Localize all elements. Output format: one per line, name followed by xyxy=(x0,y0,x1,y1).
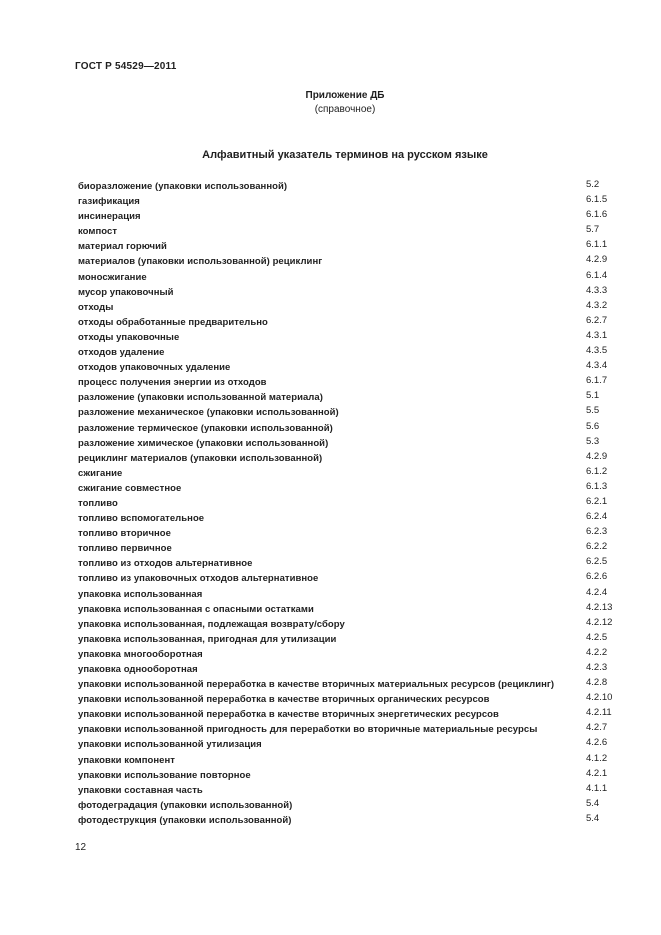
index-term: рециклинг материалов (упаковки использованной) xyxy=(78,452,323,464)
index-ref: 6.2.1 xyxy=(586,495,608,507)
index-ref: 6.2.3 xyxy=(586,526,608,538)
annex-type: (справочное) xyxy=(314,104,376,115)
index-row xyxy=(78,268,612,283)
index-ref: 6.1.4 xyxy=(586,269,608,281)
index-term: упаковка использованная, пригодная для утилизации xyxy=(78,633,337,645)
index-row xyxy=(78,630,612,645)
index-term: моносжигание xyxy=(78,271,147,283)
index-ref: 6.2.6 xyxy=(586,571,608,583)
page-number: 12 xyxy=(75,842,87,853)
index-term: газификация xyxy=(78,196,140,208)
index-ref: 4.1.2 xyxy=(586,752,608,764)
index-ref: 5.2 xyxy=(586,179,600,190)
index-row xyxy=(78,766,612,781)
index-ref: 4.3.5 xyxy=(586,345,608,357)
index-ref: 6.2.5 xyxy=(586,556,608,568)
index-ref: 4.3.2 xyxy=(586,299,608,311)
index-term: упаковки компонент xyxy=(78,754,175,766)
index-term: сжигание совместное xyxy=(78,482,182,494)
index-row xyxy=(78,388,612,403)
index-ref: 5.4 xyxy=(586,812,600,824)
index-term: упаковка использованная xyxy=(78,588,203,600)
index-term: сжигание xyxy=(78,467,123,479)
index-term: биоразложение (упаковки использованной) xyxy=(78,181,288,192)
index-term: топливо вторичное xyxy=(78,528,171,540)
index-term: мусор упаковочный xyxy=(78,286,174,298)
index-row xyxy=(78,237,612,252)
index-term: топливо из отходов альтернативное xyxy=(78,558,253,570)
index-row xyxy=(78,373,612,388)
index-ref: 5.4 xyxy=(586,797,600,809)
index-row xyxy=(78,207,612,222)
index-ref: 4.2.8 xyxy=(586,677,608,689)
index-term: разложение (упаковки использованной материала) xyxy=(78,392,323,404)
index-ref: 4.2.6 xyxy=(586,737,608,749)
index-row xyxy=(78,479,612,494)
index-ref: 6.1.3 xyxy=(586,480,608,492)
index-term: упаковки использование повторное xyxy=(78,769,251,781)
index-ref: 4.2.2 xyxy=(586,646,608,658)
index-ref: 6.2.7 xyxy=(586,314,608,326)
index-term: упаковки использованной утилизация xyxy=(78,739,262,751)
index-row xyxy=(78,192,612,207)
index-row xyxy=(78,434,612,449)
index-ref: 4.3.4 xyxy=(586,360,608,372)
index-row xyxy=(78,509,612,524)
index-ref: 6.1.7 xyxy=(586,375,608,387)
index-row xyxy=(78,585,612,600)
page-title: Алфавитный указатель терминов на русском языке xyxy=(202,149,488,161)
index-row xyxy=(78,252,612,267)
index-row xyxy=(78,464,612,479)
index-ref: 6.1.6 xyxy=(586,209,608,221)
index-ref: 4.2.10 xyxy=(586,692,613,704)
index-row xyxy=(78,615,612,630)
index-ref: 4.2.12 xyxy=(586,616,613,628)
index-row xyxy=(78,751,612,766)
index-term: упаковка использованная с опасными остатками xyxy=(78,603,314,615)
index-row xyxy=(78,796,612,811)
index-ref: 6.2.4 xyxy=(586,511,608,523)
index-ref: 4.3.3 xyxy=(586,284,608,296)
index-ref: 4.2.9 xyxy=(586,450,608,462)
index-term: упаковки использованной переработка в качестве вторичных материальных ресурсов (рециклинг) xyxy=(78,679,555,691)
index-ref: 5.6 xyxy=(586,420,600,432)
index-ref: 6.1.5 xyxy=(586,194,608,206)
index-term: упаковка однооборотная xyxy=(78,664,198,675)
index-term: разложение химическое (упаковки использованной) xyxy=(78,437,329,449)
index-row xyxy=(78,554,612,569)
index-term: материал горючий xyxy=(78,241,167,253)
index-ref: 4.2.5 xyxy=(586,631,608,643)
index-ref: 4.2.9 xyxy=(586,254,608,266)
index-row xyxy=(78,313,612,328)
index-ref: 4.2.11 xyxy=(586,707,612,719)
index-ref: 4.2.13 xyxy=(586,601,613,613)
index-term: топливо первичное xyxy=(78,543,172,555)
index-row xyxy=(78,781,612,796)
index-term: компост xyxy=(78,226,118,238)
document-standard-number: ГОСТ Р 54529—2011 xyxy=(75,61,177,72)
index-term: отходов упаковочных удаление xyxy=(78,362,231,374)
index-term: процесс получения энергии из отходов xyxy=(78,377,267,389)
index-row xyxy=(78,419,612,434)
index-term: отходов удаление xyxy=(78,347,165,359)
index-row xyxy=(78,705,612,720)
index-row xyxy=(78,328,612,343)
index-term: упаковки составная часть xyxy=(78,784,203,796)
index-row xyxy=(78,600,612,615)
index-row xyxy=(78,222,612,237)
index-term: инсинерация xyxy=(78,211,141,223)
index-ref: 5.7 xyxy=(586,224,600,236)
index-row xyxy=(78,660,612,675)
index-ref: 5.5 xyxy=(586,405,600,417)
index-term: топливо из упаковочных отходов альтернативное xyxy=(78,573,319,585)
index-ref: 5.3 xyxy=(586,435,600,447)
index-term: отходы упаковочные xyxy=(78,331,180,343)
index-term: отходы обработанные предварительно xyxy=(78,316,268,328)
index-term: топливо вспомогательное xyxy=(78,513,205,525)
index-term: упаковки использованной пригодность для переработки во вторичные материальные ресурсы xyxy=(78,724,538,736)
index-term: упаковки использованной переработка в качестве вторичных органических ресурсов xyxy=(78,694,490,706)
annex-block xyxy=(78,89,612,117)
index-ref: 4.2.3 xyxy=(586,662,608,673)
index-term: разложение термическое (упаковки использованной) xyxy=(78,422,333,434)
index-row xyxy=(78,539,612,554)
index-term: упаковки использованной переработка в качестве вторичных энергетических ресурсов xyxy=(78,709,499,721)
index-row xyxy=(78,645,612,660)
index-row xyxy=(78,403,612,418)
index-term: фотодеградация (упаковки использованной) xyxy=(78,799,293,811)
index-ref: 5.1 xyxy=(586,390,600,402)
index-term: разложение механическое (упаковки использованной) xyxy=(78,407,339,419)
index-row xyxy=(78,690,612,705)
index-row xyxy=(78,283,612,298)
index-row xyxy=(78,569,612,584)
index-row xyxy=(78,298,612,313)
index-row xyxy=(78,343,612,358)
annex-label: Приложение ДБ xyxy=(305,90,385,101)
index-row xyxy=(78,675,612,690)
index-term: отходы xyxy=(78,301,114,313)
index-row xyxy=(78,811,612,826)
index-row xyxy=(78,494,612,509)
index-term: топливо xyxy=(78,497,118,509)
index-row xyxy=(78,524,612,539)
index-ref: 6.2.2 xyxy=(586,541,608,553)
index-ref: 4.2.7 xyxy=(586,722,608,734)
index-ref: 6.1.2 xyxy=(586,465,608,477)
index-list xyxy=(78,177,612,826)
index-row xyxy=(78,358,612,373)
index-row xyxy=(78,720,612,735)
index-row xyxy=(78,177,612,192)
index-term: фотодеструкция (упаковки использованной) xyxy=(78,814,292,826)
index-row xyxy=(78,735,612,750)
index-ref: 4.2.4 xyxy=(586,586,608,598)
index-term: упаковка многооборотная xyxy=(78,648,203,660)
index-ref: 4.1.1 xyxy=(586,782,608,794)
index-term: материалов (упаковки использованной) рециклинг xyxy=(78,256,323,268)
index-term: упаковка использованная, подлежащая возврату/сбору xyxy=(78,618,345,630)
index-ref: 4.2.1 xyxy=(586,767,608,779)
index-row xyxy=(78,449,612,464)
index-ref: 4.3.1 xyxy=(586,329,608,341)
index-ref: 6.1.1 xyxy=(586,239,608,251)
